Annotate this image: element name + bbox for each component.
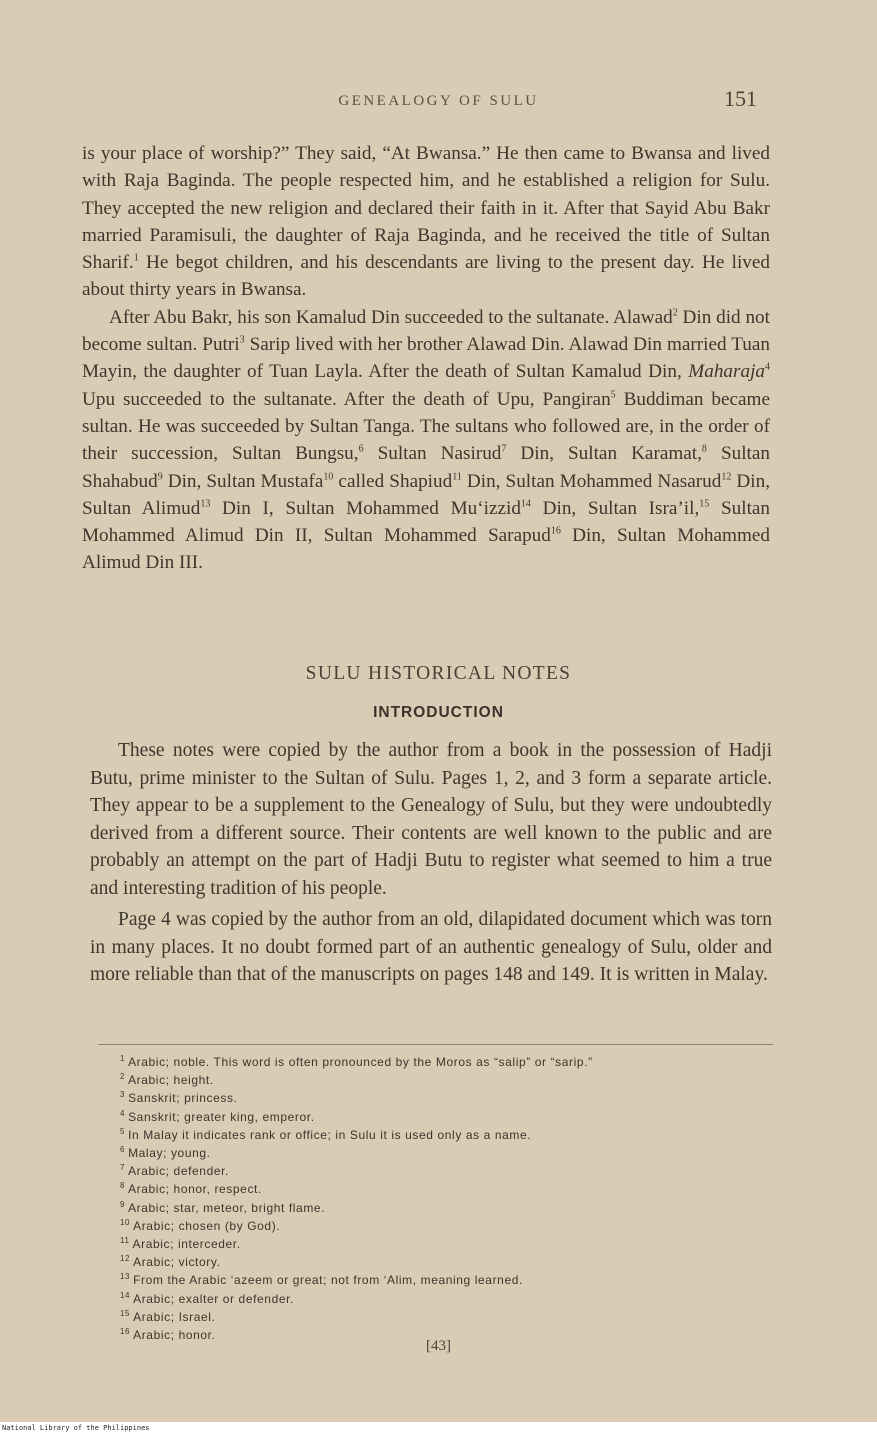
footnote-number: 15: [120, 1308, 131, 1318]
genealogy-paragraph-2: [82, 304, 770, 577]
footnote-text: Malay; young.: [128, 1146, 211, 1161]
footnote: [120, 1108, 780, 1126]
text-run: Din did not become sultan. Putri: [82, 306, 770, 356]
page-number: 151: [724, 86, 757, 111]
footnote: [120, 1308, 780, 1326]
footnote-text: Arabic; honor.: [133, 1328, 216, 1343]
text-run: Upu succeeded to the sultanate. After the death of Upu, Pangiran: [82, 388, 611, 410]
footnote-ref: 7: [501, 443, 507, 455]
footnote-text: Arabic; victory.: [133, 1255, 221, 1270]
footnote-ref: 5: [610, 389, 616, 401]
footnote-divider: [98, 1044, 773, 1045]
footnote: [120, 1053, 780, 1071]
footnote: [120, 1071, 780, 1089]
running-head: GENEALOGY OF SULU: [338, 93, 539, 109]
text-run: called Shapiud: [333, 470, 453, 492]
footnote-ref: 11: [452, 471, 462, 483]
footnote: [120, 1253, 780, 1271]
footnote-number: 10: [120, 1217, 131, 1227]
footnote-number: 11: [120, 1236, 130, 1246]
library-credit: National Library of the Philippines: [2, 1424, 150, 1432]
footnote-text: Arabic; chosen (by God).: [133, 1218, 281, 1233]
footnote-number: 6: [120, 1145, 126, 1155]
text-run: Din, Sultan Mohammed Nasarud: [461, 470, 722, 492]
footnote: [120, 1126, 780, 1144]
footnote-text: Arabic; Israel.: [133, 1309, 216, 1324]
footnote-number: 13: [120, 1272, 131, 1282]
footnote: [120, 1199, 780, 1217]
footnote-number: 5: [120, 1126, 126, 1136]
footnote-ref: 15: [699, 498, 710, 510]
footnote-text: Arabic; star, meteor, bright flame.: [128, 1200, 326, 1215]
footnote-number: 7: [120, 1163, 126, 1173]
footnote-text: Arabic; height.: [128, 1073, 214, 1088]
footnote-ref: 12: [721, 471, 732, 483]
footnote-number: 1: [120, 1054, 126, 1063]
footnote-text: Arabic; exalter or defender.: [133, 1291, 294, 1306]
footnote: [120, 1089, 780, 1107]
footnote-number: 9: [120, 1199, 126, 1209]
text-run: Sarip lived with her brother Alawad Din. Alawad Din married Tuan Mayin, the daughter of Tuan Layla. After the death of Sultan Kamalud Din,: [82, 334, 770, 383]
footnote-ref: 13: [200, 498, 211, 510]
footnote-number: 14: [120, 1290, 131, 1300]
footnote: [120, 1290, 780, 1308]
text-run: Din, Sultan Isra’il,: [530, 497, 700, 519]
footnote-number: 16: [120, 1327, 131, 1337]
footnote-ref: 2: [672, 307, 678, 319]
text-run: He begot children, and his descendants are living to the present day. He lived about thirty years in Bwansa.: [82, 252, 770, 301]
footnote-ref: 3: [239, 334, 245, 346]
footnote: [120, 1235, 780, 1253]
footnote-ref: 1: [133, 252, 139, 264]
footnote-text: Arabic; noble. This word is often pronounced by the Moros as “salip” or “sarip.”: [128, 1055, 593, 1069]
text-run: Sultan Shahabud: [82, 443, 770, 492]
footnote-ref: 4: [765, 361, 770, 373]
footnote-text: Sanskrit; greater king, emperor.: [128, 1109, 315, 1124]
footnote-number: 8: [120, 1181, 126, 1191]
footnote-ref: 9: [157, 471, 163, 483]
text-run: is your place of worship?” They said, “At Bwansa.” He then came to Bwansa and lived with Raja Baginda. The people respected him, and he established a religion for Sulu. They accepted the new religion and declared their faith in it. After that Sayid Abu Bakr married Paramisuli, the daughter of Raja Baginda, and he received the title of Sultan Sharif.: [82, 143, 770, 274]
subsection-title: INTRODUCTION: [373, 704, 504, 721]
footnote-text: From the Arabic ‘azeem or great; not from ‘Alim, meaning learned.: [133, 1273, 523, 1288]
footnote-text: In Malay it indicates rank or office; in Sulu it is used only as a name.: [128, 1127, 532, 1142]
footnotes: [120, 1053, 780, 1344]
footnote: [120, 1162, 780, 1180]
footnote-ref: 10: [323, 471, 334, 483]
italic-term: Maharaja: [688, 361, 765, 383]
footnote: [120, 1180, 780, 1198]
bracketed-page-number: [43]: [426, 1338, 451, 1354]
footnote: [120, 1271, 780, 1289]
text-run: After Abu Bakr, his son Kamalud Din succeeded to the sultanate. Alawad: [109, 306, 673, 328]
footnote-number: 2: [120, 1072, 126, 1082]
introduction-paragraph-2: Page 4 was copied by the author from an old, dilapidated document which was torn in many places. It no doubt formed part of an authentic genealogy of Sulu, older and more reliable than that of the manuscripts on pages 148 and 149. It is written in Malay.: [90, 909, 772, 985]
text-run: Din, Sultan Alimud: [82, 470, 771, 519]
text-run: Din, Sultan Karamat,: [506, 443, 702, 465]
text-run: Din, Sultan Mohammed Alimud Din III.: [82, 525, 771, 574]
text-run: Sultan Nasirud: [363, 443, 502, 465]
genealogy-text: [82, 140, 770, 577]
text-run: Din I, Sultan Mohammed Mu‘izzid: [210, 497, 521, 519]
footnote-ref: 8: [701, 443, 707, 455]
footnote-text: Arabic; defender.: [128, 1164, 229, 1179]
footnote-number: 12: [120, 1254, 131, 1264]
footnote-ref: 6: [358, 443, 364, 455]
footnote-ref: 16: [550, 525, 561, 537]
text-run: Buddiman became sultan. He was succeeded by Sultan Tanga. The sultans who followed are, in the order of their succession, Sultan Bungsu,: [82, 388, 770, 465]
footnote-ref: 14: [520, 498, 531, 510]
section-title: SULU HISTORICAL NOTES: [305, 663, 572, 684]
genealogy-paragraph-1: [82, 140, 770, 304]
footnote-text: Sanskrit; princess.: [128, 1091, 238, 1106]
footnote-text: Arabic; interceder.: [132, 1237, 241, 1252]
footnote-number: 4: [120, 1108, 126, 1118]
footnote: [120, 1217, 780, 1235]
text-run: Din, Sultan Mustafa: [162, 470, 324, 492]
text-run: Sultan Mohammed Alimud Din II, Sultan Mohammed Sarapud: [82, 497, 771, 547]
introduction-paragraph-1: These notes were copied by the author from a book in the possession of Hadji Butu, prime minister to the Sultan of Sulu. Pages 1, 2, and 3 form a separate article. They appear to be a supplement to the Genealogy of Sulu, but they were undoubtedly derived from a different source. Their contents are well known to the public and are probably an attempt on the part of Hadji Butu to register what seemed to him a true and interesting tradition of his people.: [90, 740, 772, 899]
footnote-text: Arabic; honor, respect.: [128, 1182, 262, 1197]
footnote: [120, 1144, 780, 1162]
introduction-text: [90, 737, 772, 989]
footnote-number: 3: [120, 1090, 126, 1100]
